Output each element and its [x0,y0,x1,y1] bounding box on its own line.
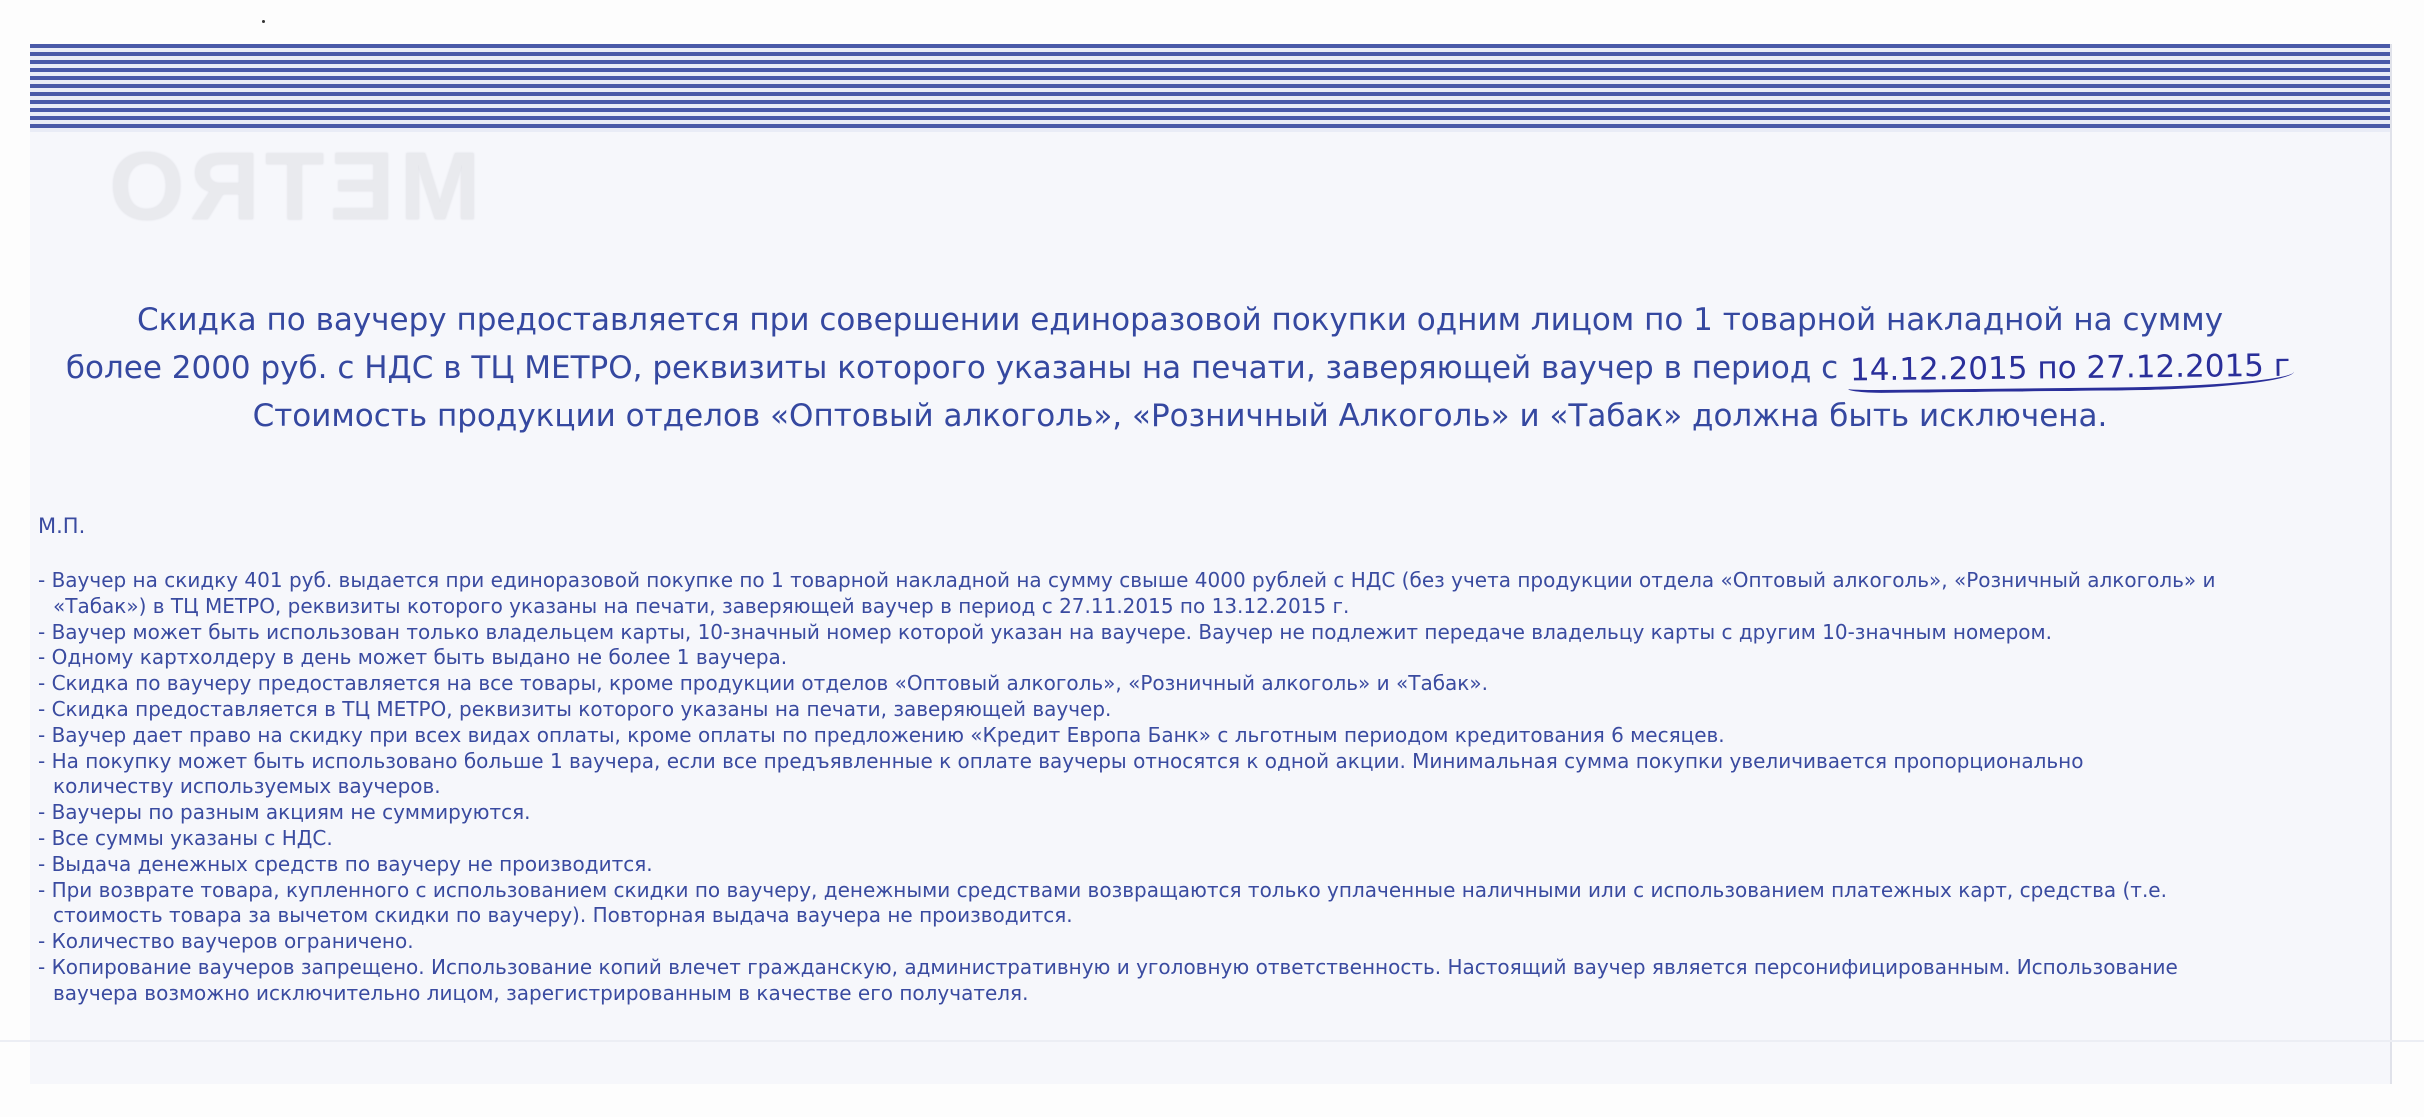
condition-line: - Ваучер на скидку 401 руб. выдается при единоразовой покупке по 1 товарной накладной на сумму свыше 4000 рублей с НДС (без учета продукции отдела «Оптовый алкоголь», «Розничный алкоголь» и [38,568,2216,592]
headline-line-1: Скидка по ваучеру предоставляется при совершении единоразовой покупки одним лицом по 1 товарной накладной на сумму [136,302,2224,338]
condition-line: - Скидка предоставляется в ТЦ МЕТРО, реквизиты которого указаны на печати, заверяющей ваучер. [38,696,1112,721]
bottom-edge [0,1040,2424,1042]
condition-line: - Скидка по ваучеру предоставляется на все товары, кроме продукции отделов «Оптовый алкоголь», «Розничный алкоголь» и «Табак». [38,671,1488,696]
discount-headline [60,296,2300,440]
condition-line-continuation: ваучера возможно исключительно лицом, зарегистрированным в качестве его получателя. [53,980,1029,1005]
header-stripes [30,44,2390,132]
condition-line: - Ваучеры по разным акциям не суммируются. [38,800,531,825]
condition-line: - Ваучер может быть использован только владельцем карты, 10-значный номер которой указан на ваучере. Ваучер не подлежит передаче владельцу карты с другим 10-значным номером. [38,619,2052,644]
headline-line-3: Стоимость продукции отделов «Оптовый алкоголь», «Розничный Алкоголь» и «Табак» должна быть исключена. [252,398,2108,434]
condition-line: - На покупку может быть использовано больше 1 ваучера, если все предъявленные к оплате ваучеры относятся к одной акции. Минимальная сумма покупки увеличивается пропорционально [38,748,2084,773]
condition-line-continuation: количеству используемых ваучеров. [53,774,441,799]
condition-line: - Одному картхолдеру в день может быть выдано не более 1 ваучера. [38,645,788,670]
condition-line-continuation: «Табак») в ТЦ МЕТРО, реквизиты которого указаны на печати, заверяющей ваучер в период с 27.11.2015 по 13.12.2015 г. [53,593,1350,618]
condition-line: - При возврате товара, купленного с использованием скидки по ваучеру, денежными средствами возвращаются только уплаченные наличными или с использованием платежных карт, средства (т.е. [38,877,2167,902]
condition-line: - Все суммы указаны с НДС. [38,825,333,850]
condition-line: - Выдача денежных средств по ваучеру не производится. [38,851,653,876]
conditions-list [38,568,2348,1007]
condition-line: - Ваучер дает право на скидку при всех видах оплаты, кроме оплаты по предложению «Кредит Европа Банк» с льготным периодом кредитования 6 месяцев. [38,722,1725,747]
handwritten-period: 14.12.2015 по 27.12.2015 г [1848,346,2295,394]
condition-line: - Количество ваучеров ограничено. [38,929,414,954]
headline-line-2 [60,344,2300,392]
condition-line: - Копирование ваучеров запрещено. Использование копий влечет гражданскую, административную и уголовную ответственность. Настоящий ваучер является персонифицированным. Использование [38,954,2178,979]
metro-logo-watermark: METRO [103,133,480,240]
headline-line-2-text: более 2000 руб. с НДС в ТЦ МЕТРО, реквизиты которого указаны на печати, заверяющей ваучер в период с [65,350,1839,386]
scan-speck [262,20,265,23]
stamp-label: М.П. [38,514,86,538]
condition-line-continuation: стоимость товара за вычетом скидки по ваучеру). Повторная выдача ваучера не производится. [53,903,1073,928]
